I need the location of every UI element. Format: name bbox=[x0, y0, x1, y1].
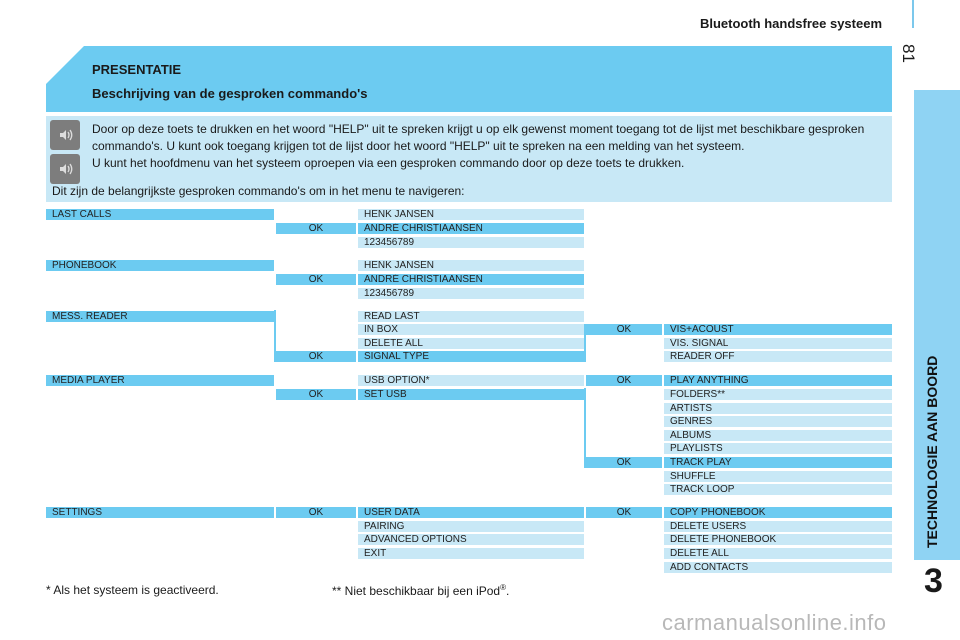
page-header-title: Bluetooth handsfree systeem bbox=[699, 16, 882, 31]
help-instruction-text: Door op deze toets te drukken en het woord "HELP" uit te spreken krijgt u op elk gewenst moment toegang tot de lijst met beschikbare gesproken commando's. U kunt ook toegang krijgen tot de lijst door het woord "HELP" uit te spreken na een melding van het systeem. bbox=[92, 122, 865, 153]
submenu-item: 123456789 bbox=[358, 237, 584, 248]
chapter-section-title: TECHNOLOGIE AAN BOORD bbox=[924, 355, 940, 548]
submenu-item: 123456789 bbox=[358, 288, 584, 299]
header-divider bbox=[912, 0, 914, 28]
submenu-option: DELETE USERS bbox=[664, 521, 892, 532]
submenu-option: ALBUMS bbox=[664, 430, 892, 441]
ok-label: OK bbox=[276, 507, 356, 518]
submenu-option: VIS. SIGNAL bbox=[664, 338, 892, 349]
section-banner bbox=[46, 46, 892, 112]
submenu-option: COPY PHONEBOOK bbox=[664, 507, 892, 518]
registered-mark: ® bbox=[500, 583, 507, 592]
submenu-item: ANDRÉ CHRISTIAANSEN bbox=[358, 274, 584, 285]
main-menu-instruction-text: U kunt het hoofdmenu van het systeem oproepen via een gesproken commando door op deze toets te drukken. bbox=[92, 156, 685, 170]
submenu-item: ANDRÉ CHRISTIAANSEN bbox=[358, 223, 584, 234]
submenu-item: HENK JANSEN bbox=[358, 209, 584, 220]
voice-command-icon bbox=[50, 154, 80, 184]
submenu-item: PAIRING bbox=[358, 521, 584, 532]
menu-item-media-player: MEDIA PLAYER bbox=[46, 375, 274, 386]
submenu-option: READER OFF bbox=[664, 351, 892, 362]
voice-command-icon bbox=[50, 120, 80, 150]
submenu-item: DELETE ALL bbox=[358, 338, 584, 349]
section-subtitle: Beschrijving van de gesproken commando's bbox=[92, 86, 368, 101]
ok-label: OK bbox=[586, 375, 662, 386]
submenu-option: SHUFFLE bbox=[664, 471, 892, 482]
page-number: 81 bbox=[899, 44, 918, 63]
submenu-option: VIS+ACOUST bbox=[664, 324, 892, 335]
submenu-option: ADD CONTACTS bbox=[664, 562, 892, 573]
submenu-option: GENRES bbox=[664, 416, 892, 427]
watermark: carmanualsonline.info bbox=[662, 610, 887, 635]
footnote-2 bbox=[332, 583, 509, 598]
submenu-option: ARTISTS bbox=[664, 403, 892, 414]
submenu-option: TRACK PLAY bbox=[664, 457, 892, 468]
submenu-option: FOLDERS** bbox=[664, 389, 892, 400]
ok-label: OK bbox=[276, 351, 356, 362]
ok-label: OK bbox=[586, 324, 662, 335]
submenu-item: READ LAST bbox=[358, 311, 584, 322]
footnote-1: * Als het systeem is geactiveerd. bbox=[46, 583, 219, 597]
submenu-item: USER DATA bbox=[358, 507, 584, 518]
submenu-item: EXIT bbox=[358, 548, 584, 559]
submenu-option: DELETE ALL bbox=[664, 548, 892, 559]
ok-label: OK bbox=[276, 389, 356, 400]
ok-label: OK bbox=[586, 507, 662, 518]
menu-item-settings: SETTINGS bbox=[46, 507, 274, 518]
submenu-item: HENK JANSEN bbox=[358, 260, 584, 271]
footnote-2-text: ** Niet beschikbaar bij een iPod bbox=[332, 584, 501, 598]
submenu-item: IN BOX bbox=[358, 324, 584, 335]
section-title: PRESENTATIE bbox=[92, 62, 182, 77]
chapter-number: 3 bbox=[924, 562, 943, 600]
submenu-item: USB OPTION* bbox=[358, 375, 584, 386]
submenu-option: TRACK LOOP bbox=[664, 484, 892, 495]
ok-label: OK bbox=[586, 457, 662, 468]
ok-label: OK bbox=[276, 274, 356, 285]
connector-line bbox=[584, 388, 586, 468]
footnote-2-end: . bbox=[506, 584, 510, 598]
intro-text: Dit zijn de belangrijkste gesproken commando's om in het menu te navigeren: bbox=[52, 184, 465, 198]
menu-item-last-calls: LAST CALLS bbox=[46, 209, 274, 220]
menu-item-mess-reader: MESS. READER bbox=[46, 311, 274, 322]
submenu-option: DELETE PHONEBOOK bbox=[664, 534, 892, 545]
submenu-option: PLAYLISTS bbox=[664, 443, 892, 454]
submenu-option: PLAY ANYTHING bbox=[664, 375, 892, 386]
submenu-item: SET USB bbox=[358, 389, 584, 400]
menu-item-phonebook: PHONEBOOK bbox=[46, 260, 274, 271]
ok-label: OK bbox=[276, 223, 356, 234]
submenu-item: ADVANCED OPTIONS bbox=[358, 534, 584, 545]
submenu-item: SIGNAL TYPE bbox=[358, 351, 584, 362]
